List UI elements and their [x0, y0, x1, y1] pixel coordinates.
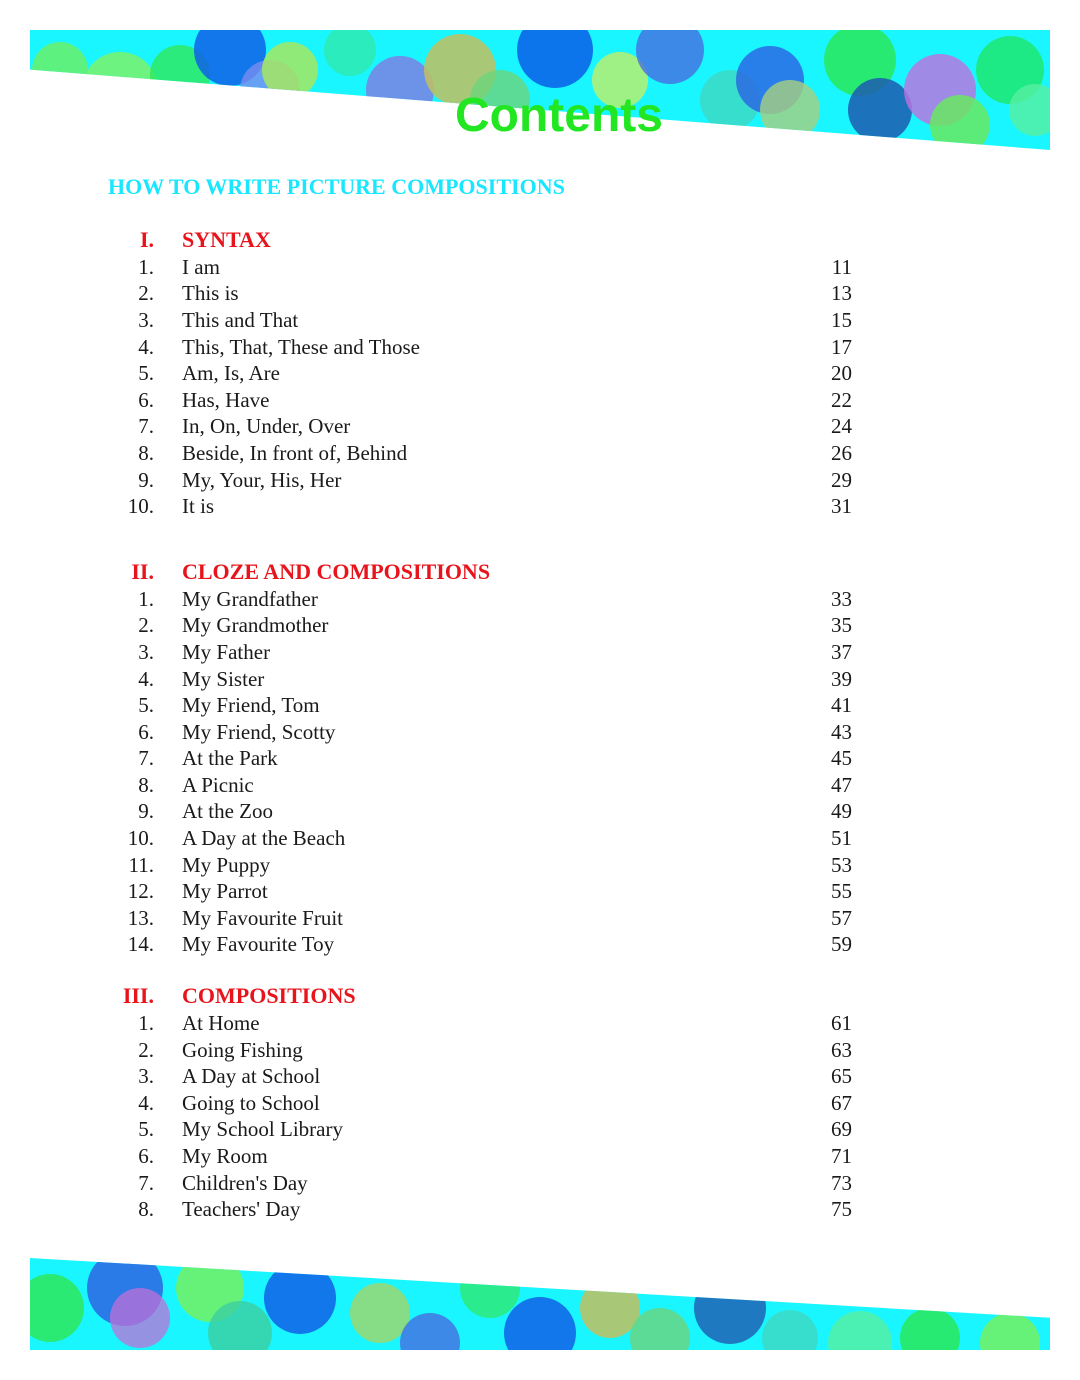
entry-number: 5.: [138, 693, 154, 718]
entry-title: This, That, These and Those: [182, 334, 420, 359]
entry-number: 14.: [127, 932, 154, 957]
entry-title: Teachers' Day: [182, 1197, 301, 1222]
entry-page-number: 63: [831, 1037, 852, 1062]
entry-number: 3.: [138, 1064, 154, 1089]
entry-number: 8.: [138, 440, 154, 465]
section-numeral: III.: [122, 983, 154, 1009]
entry-title: A Day at School: [182, 1064, 321, 1089]
section-numeral: II.: [131, 558, 154, 584]
section-syntax: [100, 226, 860, 520]
entry-list: [100, 586, 860, 958]
entry-page-number: 31: [831, 494, 852, 519]
section-cloze-and-compositions: [100, 558, 860, 958]
toc-entry: [100, 852, 860, 879]
entry-title: My Father: [182, 639, 271, 664]
entry-number: 4.: [138, 1090, 154, 1115]
entry-page-number: 11: [831, 254, 852, 279]
entry-number: 8.: [138, 772, 154, 797]
entry-list: [100, 254, 860, 520]
entry-title: Going Fishing: [182, 1037, 303, 1062]
toc-entry: [100, 932, 860, 959]
section-compositions: [100, 982, 860, 1223]
toc-entry: [100, 905, 860, 932]
entry-number: 6.: [138, 1144, 154, 1169]
entry-title: A Day at the Beach: [182, 826, 346, 851]
entry-page-number: 51: [831, 826, 852, 851]
entry-page-number: 59: [831, 932, 852, 957]
entry-number: 13.: [127, 905, 154, 930]
toc-entry: [100, 387, 860, 414]
toc-entry: [100, 467, 860, 494]
entry-number: 6.: [138, 387, 154, 412]
entry-title: At Home: [182, 1011, 260, 1036]
entry-title: Am, Is, Are: [182, 361, 280, 386]
entry-number: 12.: [127, 879, 154, 904]
toc-entry: [100, 613, 860, 640]
entry-number: 7.: [138, 746, 154, 771]
entry-page-number: 75: [831, 1197, 852, 1222]
toc-entry: [100, 360, 860, 387]
entry-page-number: 15: [831, 307, 852, 332]
entry-page-number: 39: [831, 666, 852, 691]
entry-title: My Favourite Fruit: [182, 905, 343, 930]
entry-title: Beside, In front of, Behind: [182, 440, 408, 465]
toc-entry: [100, 281, 860, 308]
toc-entry: [100, 719, 860, 746]
entry-page-number: 57: [831, 905, 852, 930]
entry-number: 10.: [127, 826, 154, 851]
toc-entry: [100, 1143, 860, 1170]
toc-entry: [100, 1170, 860, 1197]
entry-number: 10.: [127, 494, 154, 519]
entry-title: My Puppy: [182, 852, 271, 877]
entry-title: My School Library: [182, 1117, 343, 1142]
toc-entry: [100, 414, 860, 441]
entry-page-number: 22: [831, 387, 852, 412]
section-heading: [100, 226, 860, 254]
bottom-bubble-banner: [30, 1258, 1050, 1350]
table-of-contents: [100, 226, 860, 1223]
entry-number: 9.: [138, 467, 154, 492]
entry-number: 4.: [138, 334, 154, 359]
toc-entry: [100, 1010, 860, 1037]
entry-number: 2.: [138, 281, 154, 306]
entry-title: At the Zoo: [182, 799, 273, 824]
book-subtitle: HOW TO WRITE PICTURE COMPOSITIONS: [108, 174, 565, 199]
entry-page-number: 71: [831, 1144, 852, 1169]
entry-title: At the Park: [182, 746, 278, 771]
entry-page-number: 45: [831, 746, 852, 771]
entry-number: 5.: [138, 1117, 154, 1142]
entry-page-number: 73: [831, 1170, 852, 1195]
contents-heading: Contents: [455, 89, 663, 142]
entry-number: 2.: [138, 613, 154, 638]
entry-title: This is: [182, 281, 239, 306]
toc-entry: [100, 799, 860, 826]
toc-entry: [100, 746, 860, 773]
toc-entry: [100, 493, 860, 520]
entry-title: My Grandmother: [182, 613, 329, 638]
entry-page-number: 24: [831, 414, 852, 439]
entry-page-number: 53: [831, 852, 852, 877]
entry-title: My Sister: [182, 666, 265, 691]
toc-entry: [100, 586, 860, 613]
entry-title: In, On, Under, Over: [182, 414, 351, 439]
entry-number: 1.: [138, 1011, 154, 1036]
entry-number: 7.: [138, 1170, 154, 1195]
entry-page-number: 29: [831, 467, 852, 492]
entry-number: 1.: [138, 586, 154, 611]
toc-entry: [100, 666, 860, 693]
section-title: COMPOSITIONS: [182, 983, 356, 1009]
entry-number: 4.: [138, 666, 154, 691]
entry-number: 9.: [138, 799, 154, 824]
entry-page-number: 65: [831, 1064, 852, 1089]
entry-page-number: 69: [831, 1117, 852, 1142]
entry-title: It is: [182, 494, 215, 519]
toc-entry: [100, 1196, 860, 1223]
entry-number: 6.: [138, 719, 154, 744]
entry-number: 11.: [128, 852, 154, 877]
toc-entry: [100, 307, 860, 334]
entry-number: 2.: [138, 1037, 154, 1062]
section-title: CLOZE AND COMPOSITIONS: [182, 558, 491, 584]
entry-page-number: 13: [831, 281, 852, 306]
entry-page-number: 47: [831, 772, 852, 797]
entry-title: Has, Have: [182, 387, 270, 412]
entry-title: A Picnic: [182, 772, 254, 797]
toc-entry: [100, 1037, 860, 1064]
entry-number: 3.: [138, 639, 154, 664]
toc-entry: [100, 825, 860, 852]
toc-entry: [100, 639, 860, 666]
entry-title: My Parrot: [182, 879, 268, 904]
entry-page-number: 20: [831, 361, 852, 386]
toc-entry: [100, 772, 860, 799]
entry-number: 3.: [138, 307, 154, 332]
entry-title: This and That: [182, 307, 299, 332]
entry-page-number: 41: [831, 693, 852, 718]
entry-page-number: 49: [831, 799, 852, 824]
entry-title: I am: [182, 254, 220, 279]
toc-entry: [100, 1090, 860, 1117]
toc-entry: [100, 692, 860, 719]
entry-page-number: 35: [831, 613, 852, 638]
entry-title: My Room: [182, 1144, 268, 1169]
entry-page-number: 43: [831, 719, 852, 744]
toc-entry: [100, 878, 860, 905]
entry-title: My Friend, Tom: [182, 693, 320, 718]
section-title: SYNTAX: [182, 227, 271, 252]
entry-number: 5.: [138, 361, 154, 386]
section-heading: [100, 982, 860, 1010]
section-heading: [100, 558, 860, 586]
entry-title: My, Your, His, Her: [182, 467, 342, 492]
entry-page-number: 33: [831, 586, 852, 611]
toc-entry: [100, 440, 860, 467]
entry-number: 7.: [138, 414, 154, 439]
bubble-pattern-bottom: [30, 1258, 1050, 1350]
entry-title: My Grandfather: [182, 586, 318, 611]
toc-entry: [100, 1063, 860, 1090]
entry-title: My Friend, Scotty: [182, 719, 336, 744]
toc-entry: [100, 334, 860, 361]
entry-page-number: 26: [831, 440, 852, 465]
entry-title: My Favourite Toy: [182, 932, 335, 957]
entry-number: 8.: [138, 1197, 154, 1222]
entry-title: Going to School: [182, 1090, 320, 1115]
toc-entry: [100, 1117, 860, 1144]
section-numeral: I.: [139, 227, 154, 252]
entry-page-number: 61: [831, 1011, 852, 1036]
entry-page-number: 55: [831, 879, 852, 904]
entry-title: Children's Day: [182, 1170, 308, 1195]
entry-page-number: 17: [831, 334, 852, 359]
entry-list: [100, 1010, 860, 1223]
entry-page-number: 37: [831, 639, 852, 664]
entry-page-number: 67: [831, 1090, 852, 1115]
entry-number: 1.: [138, 254, 154, 279]
toc-entry: [100, 254, 860, 281]
